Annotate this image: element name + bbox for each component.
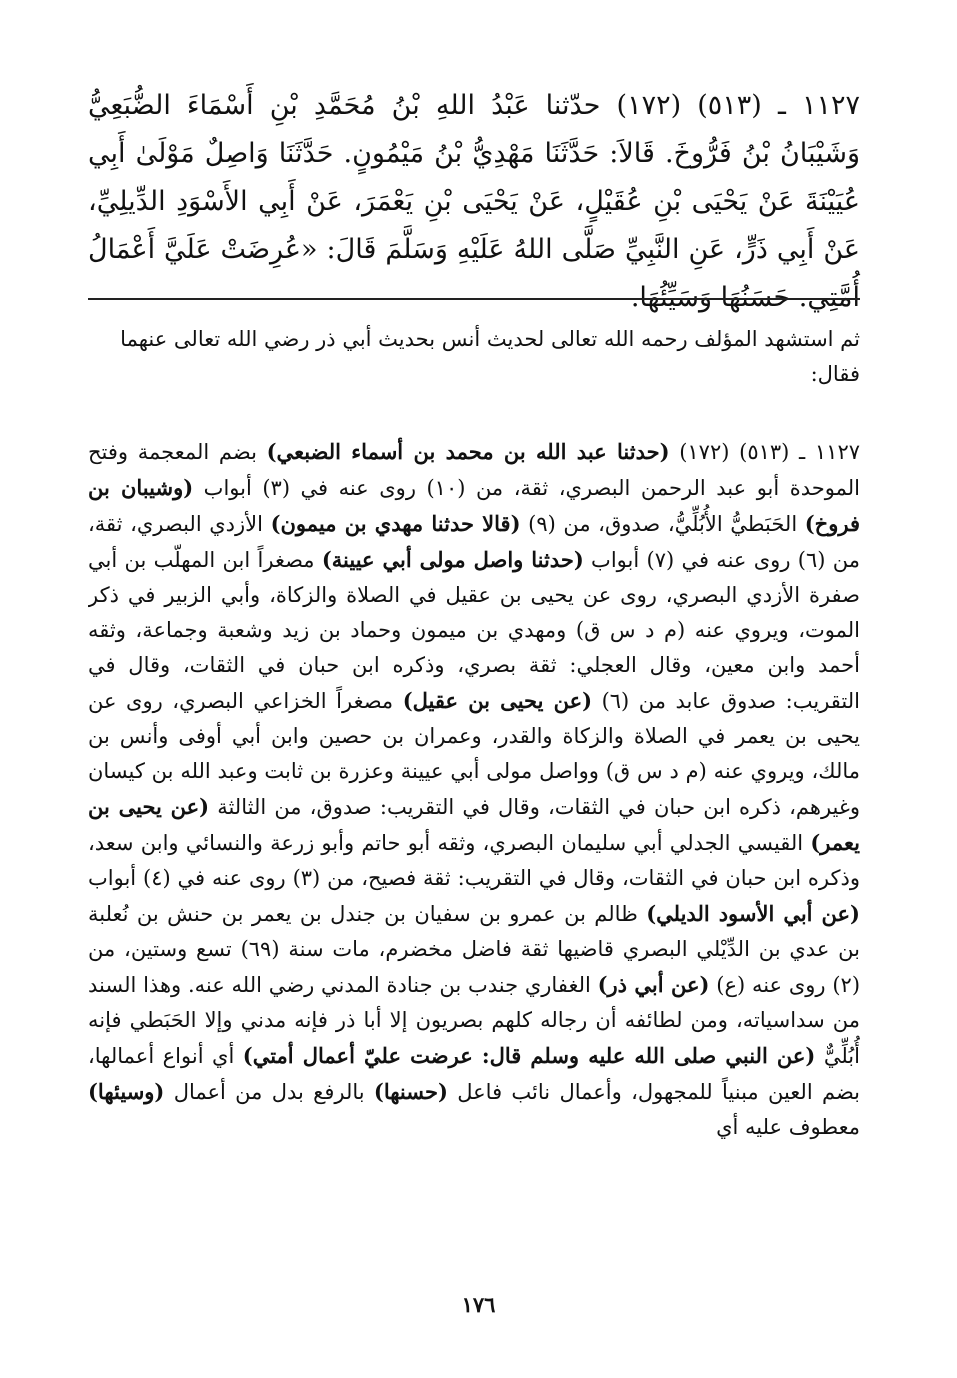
quoted-narration: (عن يحيى بن يعمر) xyxy=(88,794,860,855)
quoted-narration: (حدثنا واصل مولى أبي عيينة) xyxy=(321,547,584,572)
quoted-narration: (حسنها) xyxy=(373,1079,448,1104)
commentary-intro-block xyxy=(88,322,860,392)
commentary-text: الحَبَطيُّ الأُبُلِّيُّ، صدوق، من (٩) xyxy=(520,512,805,536)
quoted-narration: (حدثنا عبد الله بن محمد بن أسماء الضبعي) xyxy=(266,439,670,464)
quoted-narration: (وسيئها) xyxy=(88,1079,165,1104)
commentary-text: الأزدي البصري، ثقة، من (٦) روى عنه في (٧) أبواب xyxy=(88,512,860,572)
hadith-text-block xyxy=(88,82,860,322)
commentary-text: الغفاري جندب بن جنادة المدني رضي الله عنه. وهذا السند من سداسياته، ومن لطائفه أن رجاله كلهم بصريون إلا أبا ذر فإنه مدني وإلا الحَبَطي فإنه أُبُلِّيٌّ xyxy=(88,973,860,1068)
page-number: ١٧٦ xyxy=(461,1292,496,1317)
hadith-text: ١١٢٧ ـ (٥١٣) (١٧٢) حدّثنا عَبْدُ اللهِ بْنُ مُحَمَّدِ بْنِ أَسْمَاءَ الضُّبَعِيُّ وَشَيْبَانُ بْنُ فَرُّوخَ. قَالاَ: حَدَّثَنَا مَهْدِيُّ بْنُ مَيْمُونٍ. حَدَّثَنَا وَاصِلٌ مَوْلَىٰ أَبِي عُيَيْنَةَ عَنْ يَحْيَى بْنِ عُقَيْلٍ، عَنْ يَحْيَى بْنِ يَعْمَرَ، عَنْ أَبِي الأَسْوَدِ الدِّيلِيِّ، عَنْ أَبِي ذَرٍّ، عَنِ النَّبِيِّ صَلَّى اللهُ عَلَيْهِ وَسَلَّمَ قَالَ: «عُرِضَتْ عَلَيَّ أَعْمَالُ أُمَّتِي. حَسَنُهَا وَسَيِّئُهَا. xyxy=(88,90,860,313)
footnote-separator-line xyxy=(88,298,860,300)
commentary-text: مصغراً ابن المهلّب بن أبي صفرة الأزدي البصري، روى عن يحيى بن عقيل في الصلاة والزكاة، وأبي الزبير في ذكر الموت، ويروي عنه (م د س ق) ومهدي بن ميمون وحماد بن زيد وشعبة وجماعة، وثقه أحمد وابن معين، وقال العجلي: ثقة بصري، وذكره ابن حبان في الثقات، وقال في التقريب: صدوق عابد من (٦) xyxy=(88,548,860,713)
commentary-text: معطوف عليه أي xyxy=(716,1115,860,1139)
quoted-narration: (عن النبي صلى الله عليه وسلم قال: عرضت عليّ أعمال أمتي) xyxy=(242,1043,816,1068)
commentary-text: أي أنواع أعمالها، بضم العين مبنياً للمجهول، وأعمال نائب فاعل xyxy=(88,1044,860,1104)
commentary-paragraph xyxy=(88,434,860,1145)
commentary-text: بالرفع بدل من أعمال xyxy=(164,1080,374,1104)
commentary-text: ١١٢٧ ـ (٥١٣) (١٧٢) xyxy=(669,440,860,464)
quoted-narration: (عن أبي ذر) xyxy=(597,972,710,997)
commentary-text: مصغراً الخزاعي البصري، روى عن يحيى بن يعمر في الصلاة والزكاة والقدر، وعمران بن حصين وابن أبي أوفى وأنس بن مالك، ويروي عنه (م د س ق) وواصل مولى أبي عيينة وعزرة بن ثابت وعبد الله بن كيسان وغيرهم، ذكره ابن حبان في الثقات، وقال في التقريب: صدوق، من الثالثة xyxy=(88,689,860,819)
quoted-narration: (قالا حدثنا مهدي بن ميمون) xyxy=(270,511,521,536)
commentary-intro-text: ثم استشهد المؤلف رحمه الله تعالى لحديث أنس بحديث أبي ذر رضي الله تعالى عنهما فقال: xyxy=(120,327,860,386)
quoted-narration: (عن يحيى بن عقيل) xyxy=(402,688,593,713)
commentary-text: القيسي الجدلي أبي سليمان البصري، وثقه أبو حاتم وأبو زرعة والنسائي وابن سعد، وذكره ابن حبان في الثقات، وقال في التقريب: ثقة فصيح، من (٣) روى عنه في (٤) أبواب xyxy=(88,831,860,890)
quoted-narration: (عن أبي الأسود الديلي) xyxy=(646,901,860,926)
commentary-text: ظالم بن عمرو بن سفيان بن جندل بن يعمر بن حنش بن نُعلبة بن عدي بن الدِّيْلي البصري قاضيها ثقة فاضل مخضرم، مات سنة (٦٩) تسع وستين، من (٢) روى عنه (ع) xyxy=(88,902,860,997)
commentary-text: بضم المعجمة وفتح الموحدة أبو عبد الرحمن البصري، ثقة، من (١٠) روى عنه في (٣) أبواب xyxy=(88,440,860,500)
commentary-block xyxy=(88,434,860,1274)
quoted-narration: (وشيبان بن فروخ) xyxy=(88,475,860,536)
